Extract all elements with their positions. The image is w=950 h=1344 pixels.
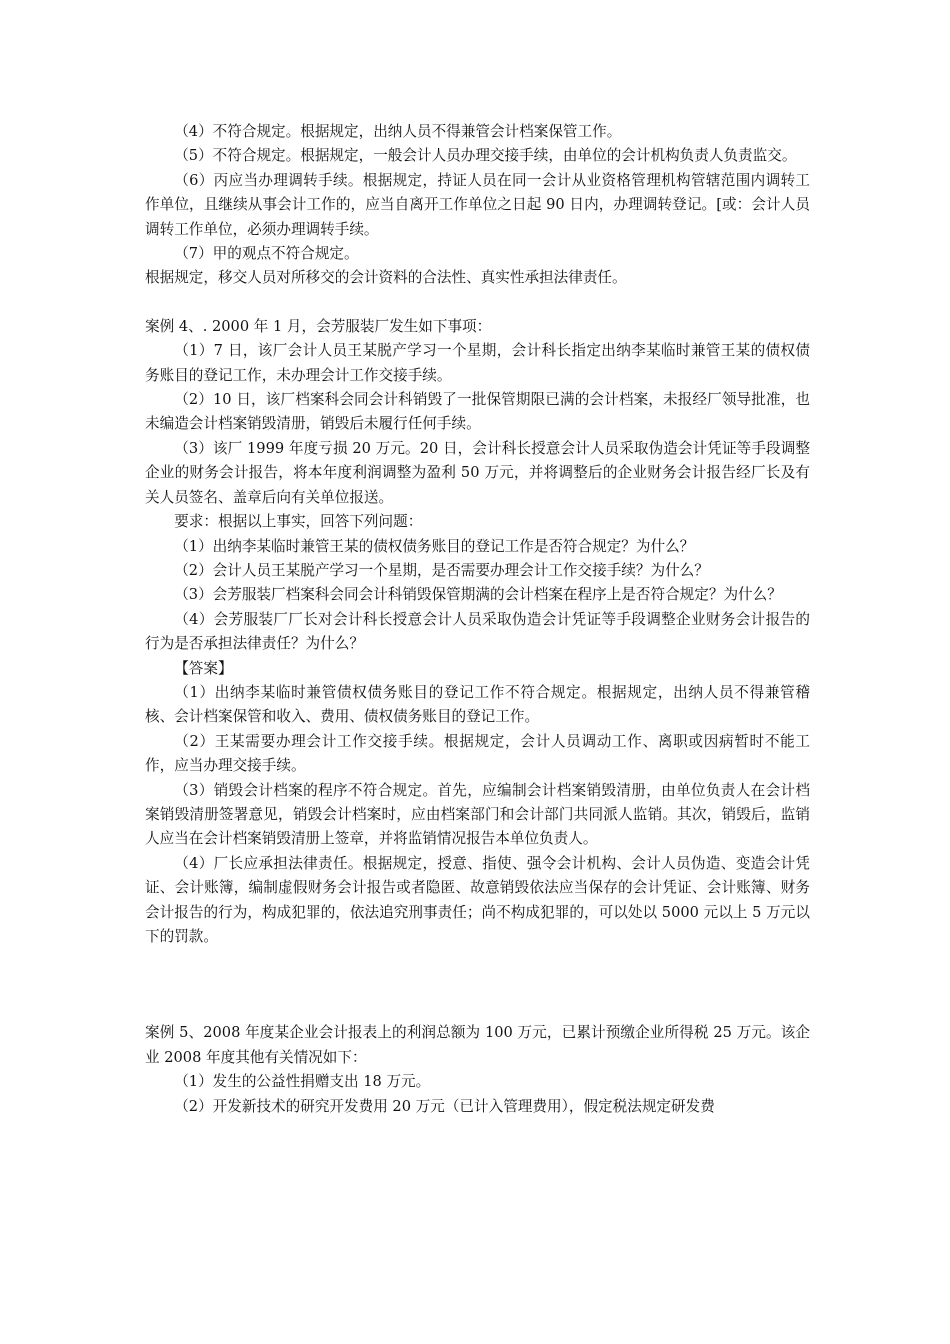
case5-item: （1）发生的公益性捐赠支出 18 万元。 (174, 1073, 431, 1091)
case5-item: （2）开发新技术的研究开发费用 20 万元（已计入管理费用），假定税法规定研发费 (174, 1097, 715, 1115)
answer-item-7-basis: 根据规定，移交人员对所移交的会计资料的合法性、真实性承担法律责任。 (145, 269, 627, 287)
case4-question: （1）出纳李某临时兼管王某的债权债务账目的登记工作是否符合规定？为什么？ (174, 537, 695, 555)
case4-requirement: 要求：根据以上事实，回答下列问题： (174, 513, 423, 531)
case4-intro: 案例 4、. 2000 年 1 月，会芳服装厂发生如下事项： (145, 317, 492, 335)
answer-item-4: （4）不符合规定。根据规定，出纳人员不得兼管会计档案保管工作。 (174, 123, 622, 140)
spacer (145, 949, 810, 1021)
case5-intro: 案例 5、2008 年度某企业会计报表上的利润总额为 100 万元，已累计预缴企业所得税 25 万元。该企业 2008 年度其他有关情况如下： (145, 1024, 810, 1066)
spacer (145, 291, 810, 315)
answer-item-7: （7）甲的观点不符合规定。 (174, 245, 359, 263)
case4-answer: （2）王某需要办理会计工作交接手续。根据规定，会计人员调动工作、离职或因病暂时不能工作，应当办理交接手续。 (145, 732, 810, 775)
case4-answer: （3）销毁会计档案的程序不符合规定。首先，应编制会计档案销毁清册，由单位负责人在会计档案销毁清册签署意见，销毁会计档案时，应由档案部门和会计部门共同派人监销。其次，销毁后，监销人应当在会计档案销毁清册上签章，并将监销情况报告本单位负责人。 (145, 781, 810, 848)
case4-question: （4）会芳服装厂厂长对会计科长授意会计人员采取伪造会计凭证等手段调整企业财务会计报告的行为是否承担法律责任？为什么？ (145, 610, 810, 653)
case4-fact: （1）7 日，该厂会计人员王某脱产学习一个星期，会计科长指定出纳李某临时兼管王某的债权债务账目的登记工作，未办理会计工作交接手续。 (145, 342, 810, 384)
case4-answer: （4）厂长应承担法律责任。根据规定，授意、指使、强令会计机构、会计人员伪造、变造会计凭证、会计账簿，编制虚假财务会计报告或者隐匿、故意销毁依法应当保存的会计凭证、会计账簿、财务会计报告的行为，构成犯罪的，依法追究刑事责任；尚不构成犯罪的，可以处以 5000 元以上 5 万元以下的罚款。 (145, 854, 810, 945)
case4-fact: （2）10 日，该厂档案科会同会计科销毁了一批保管期限已满的会计档案，未报经厂领导批准，也未编造会计档案销毁清册，销毁后未履行任何手续。 (145, 391, 810, 433)
answer-item-5: （5）不符合规定。根据规定，一般会计人员办理交接手续，由单位的会计机构负责人负责监交。 (174, 147, 797, 165)
case4-fact: （3）该厂 1999 年度亏损 20 万元。20 日，会计科长授意会计人员采取伪造会计凭证等手段调整企业的财务会计报告，将本年度利润调整为盈利 50 万元，并将调整后的企业财务会计报告经厂长及有关人员签名、盖章后向有关单位报送。 (145, 439, 810, 506)
case4-question: （3）会芳服装厂档案科会同会计科销毁保管期满的会计档案在程序上是否符合规定？为什么？ (174, 586, 782, 604)
case4-answer: （1）出纳李某临时兼管债权债务账目的登记工作不符合规定。根据规定，出纳人员不得兼管稽核、会计档案保管和收入、费用、债权债务账目的登记工作。 (145, 683, 810, 726)
document-page (145, 120, 810, 1119)
answer-item-6: （6）丙应当办理调转手续。根据规定，持证人员在同一会计从业资格管理机构管辖范围内调转工作单位，且继续从事会计工作的，应当自离开工作单位之日起 90 日内，办理调转登记。[或：会计人员调转工作单位，必须办理调转手续。 (145, 171, 810, 238)
case4-answer-label: 【答案】 (174, 659, 233, 677)
case4-question: （2）会计人员王某脱产学习一个星期，是否需要办理会计工作交接手续？为什么？ (174, 561, 709, 579)
